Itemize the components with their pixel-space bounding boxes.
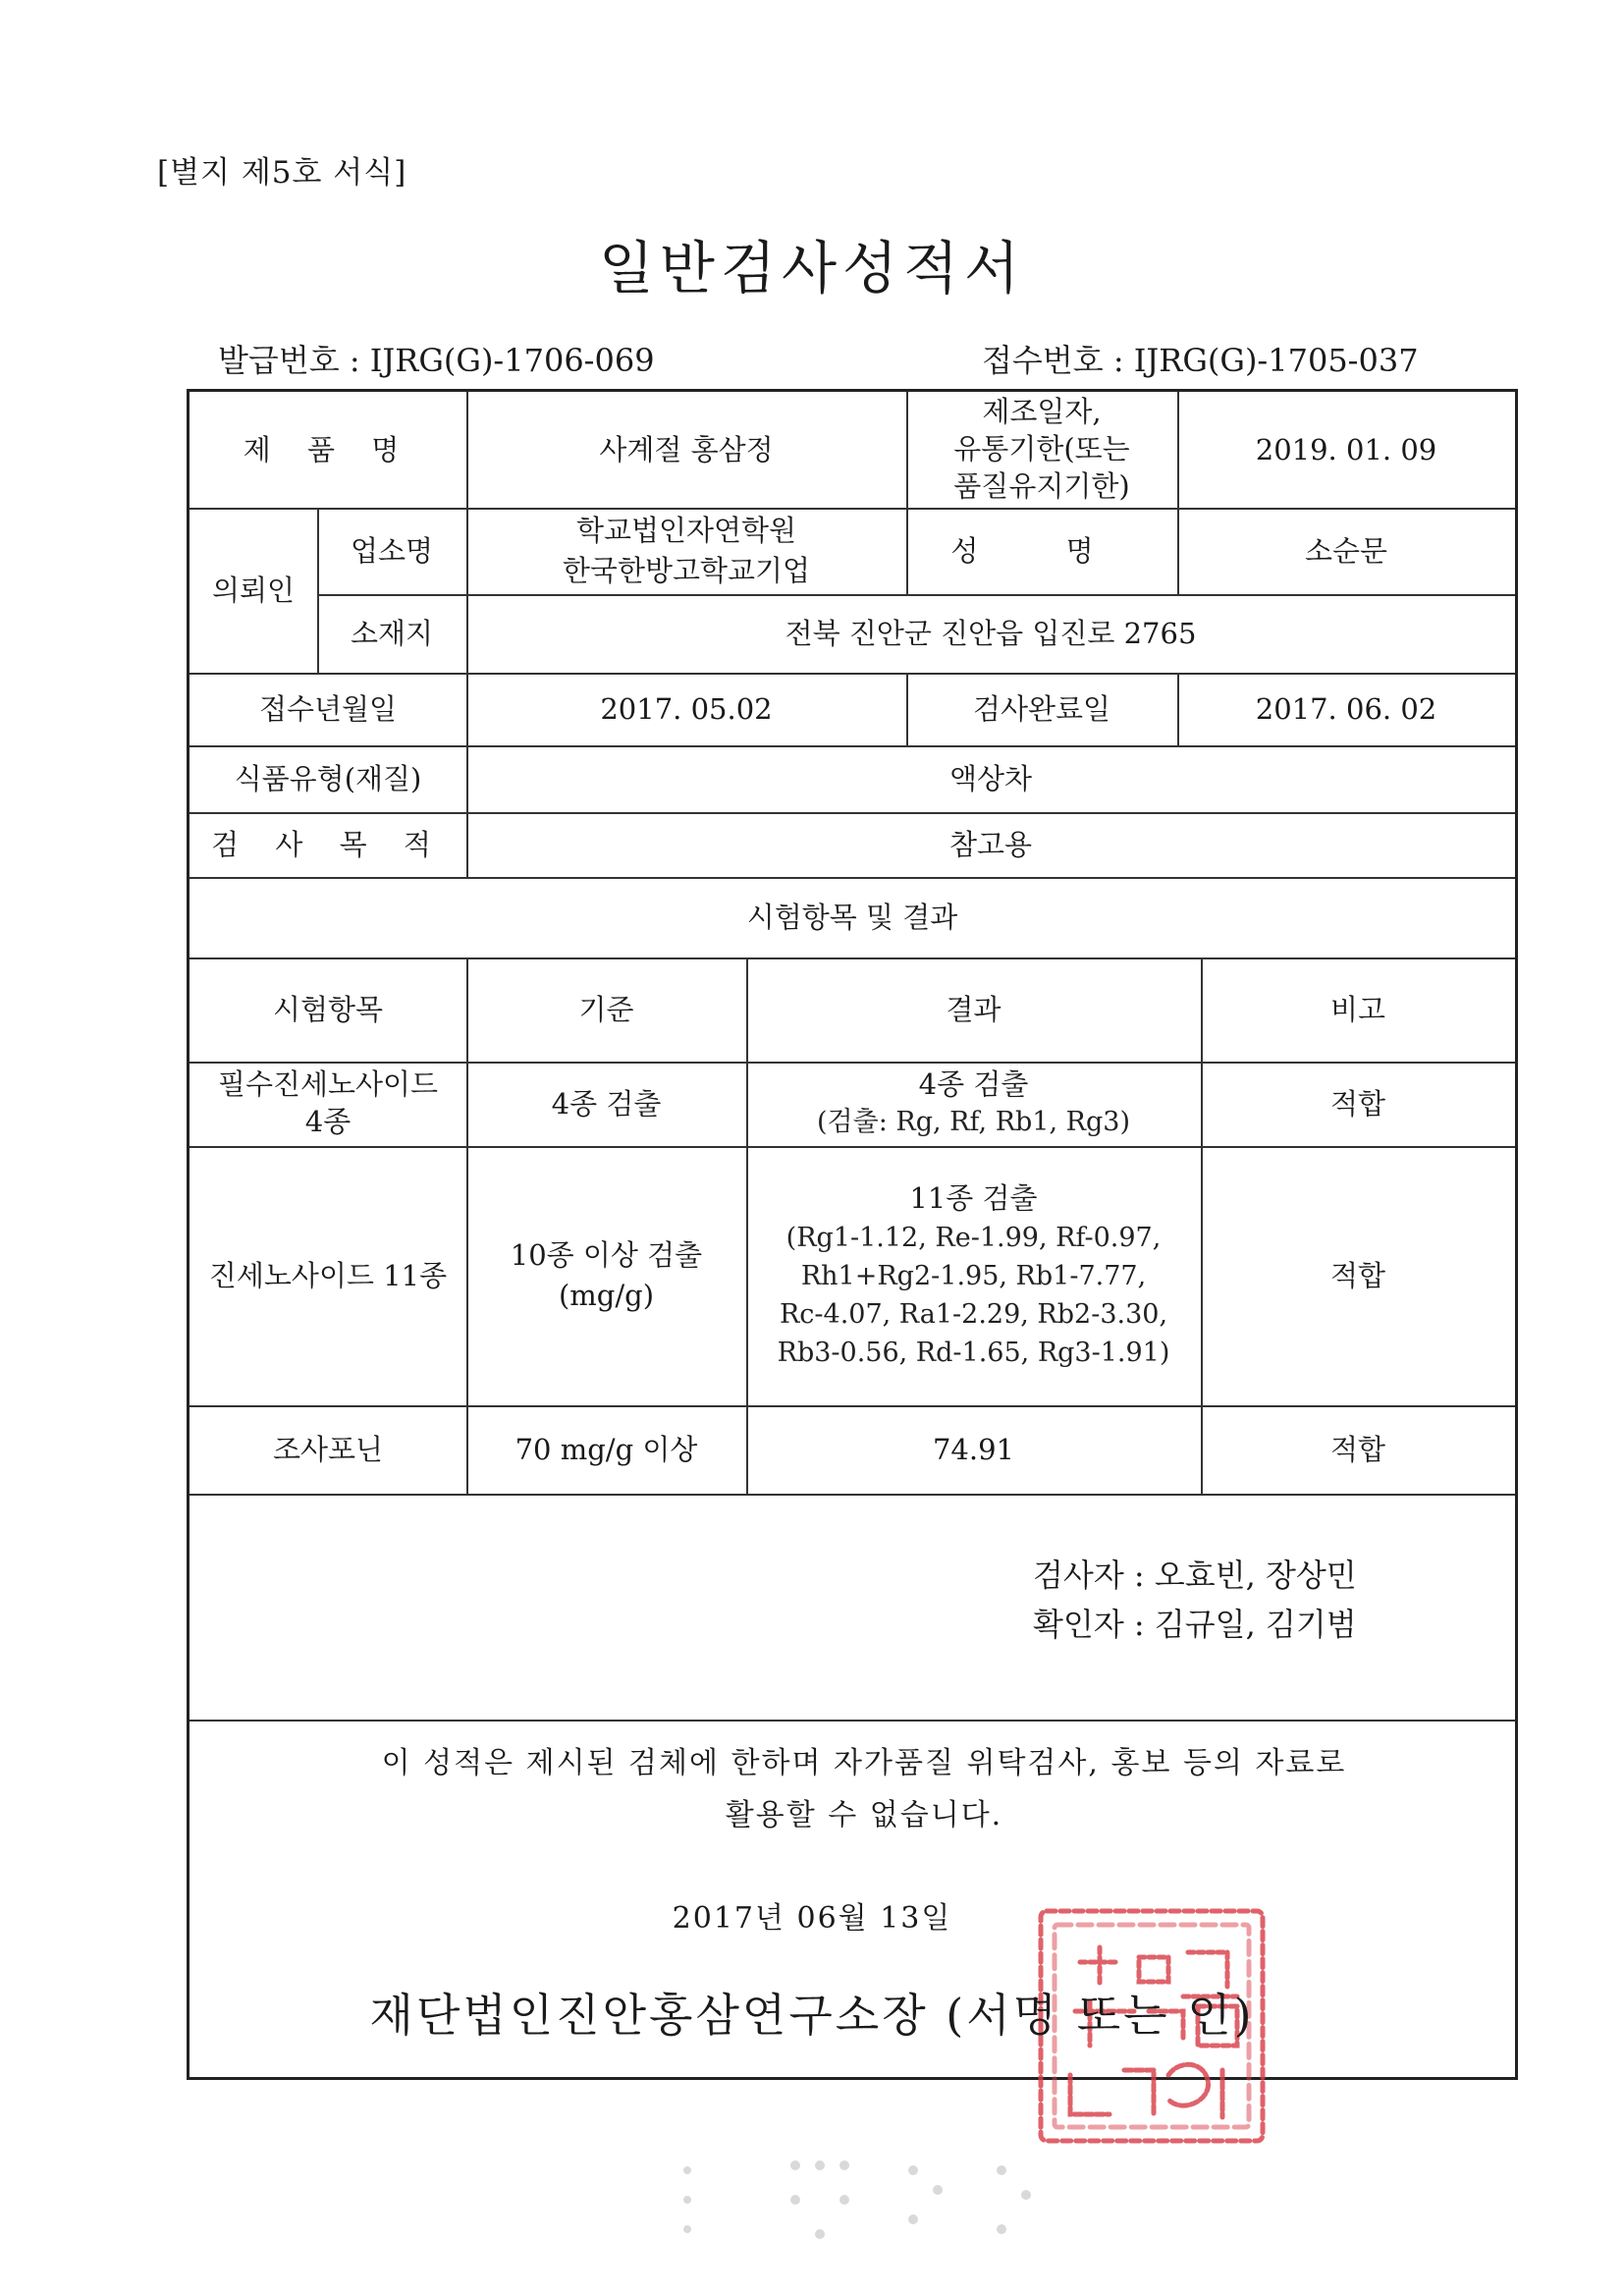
table-row-1-item bbox=[189, 1062, 466, 1146]
table-row-2-standard bbox=[466, 1146, 746, 1405]
person-name: 소순문 bbox=[1304, 533, 1388, 568]
disclaimer-line-2: 활용할 수 없습니다. bbox=[725, 1797, 1003, 1832]
table-row-2-result bbox=[746, 1146, 1201, 1405]
issuer-signature-line: 재단법인진안홍삼연구소장 (서명 또는 인) bbox=[369, 1989, 1255, 2042]
complete-date: 2017. 06. 02 bbox=[1255, 691, 1437, 726]
purpose-label: 검 사 목 적 bbox=[211, 827, 445, 861]
food-type: 액상차 bbox=[948, 761, 1033, 795]
form-number: [별지 제5호 서식] bbox=[157, 155, 407, 191]
company-name bbox=[466, 508, 906, 594]
document-title: 일반검사성적서 bbox=[598, 235, 1026, 301]
receipt-number: 접수번호 : IJRG(G)-1705-037 bbox=[982, 342, 1419, 379]
results-section-title: 시험항목 및 결과 bbox=[746, 900, 958, 934]
receipt-date-label: 접수년월일 bbox=[258, 691, 398, 726]
table-row-3-item: 조사포닌 bbox=[272, 1432, 384, 1466]
issue-number: 발급번호 : IJRG(G)-1706-069 bbox=[218, 342, 655, 379]
company-name-line-2: 한국한방고학교기업 bbox=[562, 554, 811, 587]
emboss-dots bbox=[683, 2160, 1031, 2239]
inspector-block bbox=[1033, 1552, 1357, 1649]
table-row-1-standard: 4종 검출 bbox=[551, 1086, 662, 1121]
header-test-item: 시험항목 bbox=[272, 992, 384, 1026]
faint-embossed-marks bbox=[677, 2151, 1051, 2269]
table-row-3-remark: 적합 bbox=[1329, 1432, 1386, 1466]
manufacture-date-label bbox=[906, 392, 1177, 508]
result-detail-line: (검출: Rg, Rf, Rb1, Rg3) bbox=[817, 1107, 1130, 1138]
company-name-line-1: 학교법인자연학원 bbox=[575, 514, 797, 548]
client-label: 의뢰인 bbox=[211, 573, 296, 607]
header-result: 결과 bbox=[946, 992, 1001, 1026]
disclaimer bbox=[344, 1738, 1384, 1841]
table-row-3-result: 74.91 bbox=[932, 1432, 1015, 1466]
manufacture-date-label-line-3: 품질유지기한) bbox=[953, 468, 1130, 503]
receipt-date: 2017. 05.02 bbox=[600, 691, 773, 726]
result-main: 11종 검출 bbox=[909, 1181, 1038, 1216]
manufacture-date: 2019. 01. 09 bbox=[1255, 432, 1437, 466]
confirmer-names: 확인자 : 김규일, 김기범 bbox=[1033, 1605, 1357, 1643]
result-main: 4종 검출 bbox=[918, 1066, 1029, 1101]
manufacture-date-label-line-2: 유통기한(또는 bbox=[953, 432, 1130, 466]
table-row-3-standard: 70 mg/g 이상 bbox=[514, 1432, 698, 1466]
standard-line-2: (mg/g) bbox=[558, 1279, 655, 1312]
address-label: 소재지 bbox=[350, 616, 434, 650]
disclaimer-line-1: 이 성적은 제시된 검체에 한하며 자가품질 위탁검사, 홍보 등의 자료로 bbox=[381, 1746, 1347, 1780]
table-row-2-item: 진세노사이드 11종 bbox=[208, 1258, 448, 1292]
product-name: 사계절 홍삼정 bbox=[599, 432, 774, 466]
standard-line-1: 10종 이상 검출 bbox=[510, 1238, 703, 1273]
result-detail-line: Rc-4.07, Ra1-2.29, Rb2-3.30, bbox=[779, 1299, 1168, 1331]
table-row-1-remark: 적합 bbox=[1329, 1086, 1386, 1121]
inspector-names: 검사자 : 오효빈, 장상민 bbox=[1033, 1557, 1357, 1594]
item-line-1: 필수진세노사이드 bbox=[217, 1067, 439, 1102]
product-name-label: 제 품 명 bbox=[243, 432, 413, 466]
company-label: 업소명 bbox=[350, 533, 434, 568]
food-type-label: 식품유형(재질) bbox=[234, 761, 422, 795]
item-line-2: 4종 bbox=[304, 1105, 352, 1138]
result-detail-line: Rh1+Rg2-1.95, Rb1-7.77, bbox=[800, 1261, 1147, 1292]
person-name-label: 성 명 bbox=[950, 533, 1133, 568]
table-row-2-remark: 적합 bbox=[1329, 1258, 1386, 1292]
complete-date-label: 검사완료일 bbox=[972, 691, 1111, 726]
issue-date: 2017년 06월 13일 bbox=[672, 1901, 952, 1936]
result-detail-line: (Rg1-1.12, Re-1.99, Rf-0.97, bbox=[785, 1223, 1162, 1254]
manufacture-date-label-line-1: 제조일자, bbox=[982, 395, 1102, 429]
header-remark: 비고 bbox=[1329, 992, 1386, 1026]
address: 전북 진안군 진안읍 입진로 2765 bbox=[785, 616, 1197, 650]
header-standard: 기준 bbox=[578, 992, 634, 1026]
purpose: 참고용 bbox=[948, 827, 1033, 861]
table-row-1-result bbox=[746, 1062, 1201, 1146]
result-detail-line: Rb3-0.56, Rd-1.65, Rg3-1.91) bbox=[777, 1338, 1170, 1369]
